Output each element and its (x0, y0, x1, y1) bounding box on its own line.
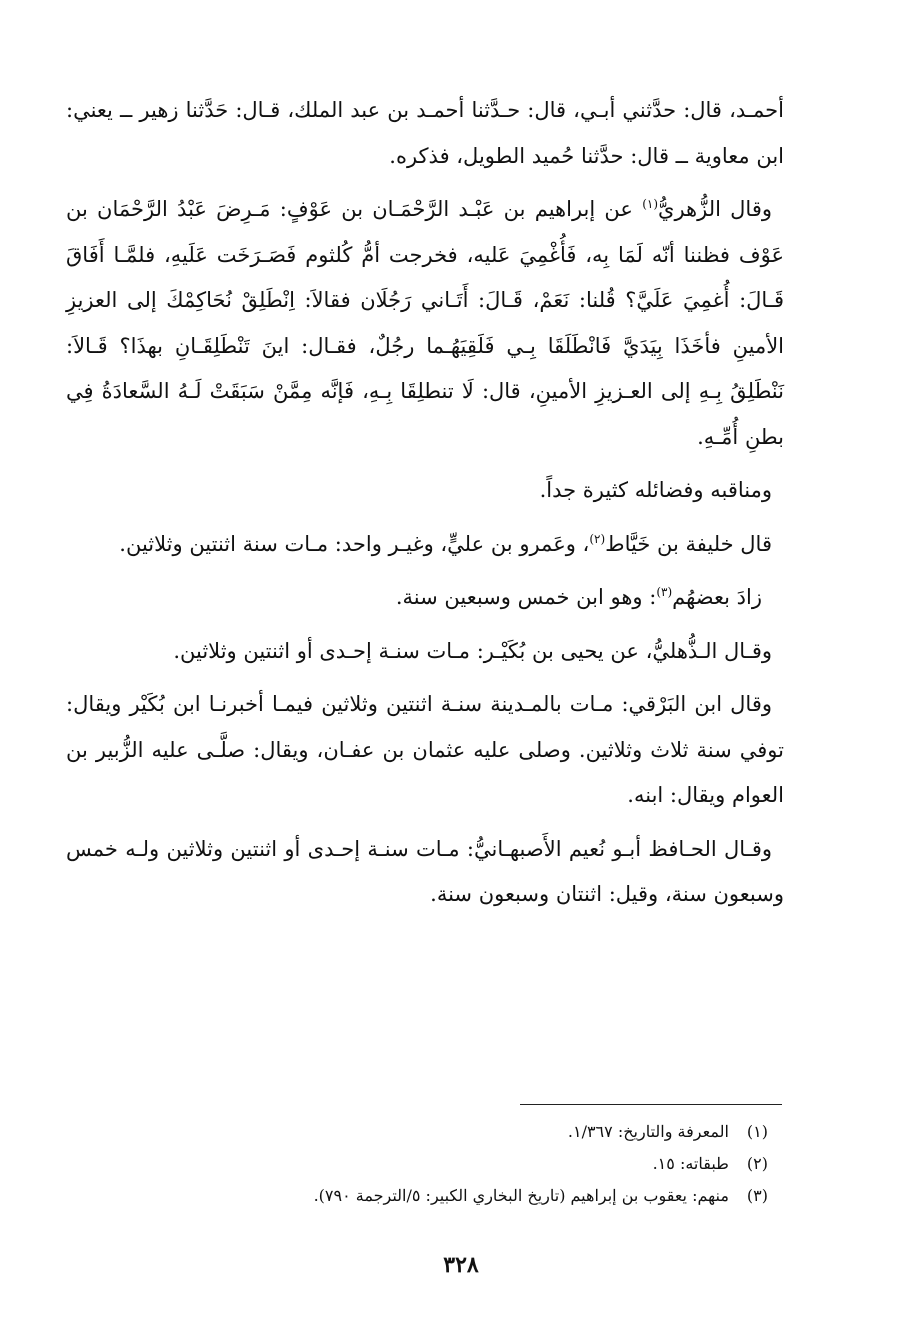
footnote-number: (١) (746, 1122, 768, 1141)
paragraph-abu-nuaym (66, 827, 784, 918)
paragraph-text: وقال ابن البَرْقي: مـات بالمـدينة سنـة اثنتين وثلاثين فيمـا أخبرنـا ابن بُكَيْر ويقال: توفي سنة ثلاث وثلاثين. وصلى عليه عثمان بن عفـان، ويقال: صلَّـى عليه الزُّبير بن العوام ويقال: ابنه. (66, 692, 784, 807)
paragraph-text: : وهو ابن خمس وسبعين سنة. (395, 585, 657, 609)
paragraph-text: ومناقبه وفضائله كثيرة جداً. (539, 478, 772, 502)
paragraph-text: وقال الزُّهريُّ (658, 197, 772, 221)
paragraph-barqi (66, 682, 784, 819)
paragraph-text: وقـال الحـافظ أبـو نُعيم الأَصبهـانيُّ: مـات سنـة إحـدى أو اثنتين وثلاثين ولـه خمس وسبعون سنة، وقيل: اثنتان وسبعون سنة. (66, 836, 784, 906)
paragraph-text: ، وعَمرو بن عليٍّ، وغيـر واحد: مـات سنة اثنتين وثلاثين. (119, 531, 590, 556)
footnote-text: منهم: يعقوب بن إبراهيم (تاريخ البخاري الكبير: ٥/الترجمة ٧٩٠). (313, 1186, 729, 1205)
paragraph-isnad (66, 88, 784, 179)
paragraph-text: قال خليفة بن خَيَّاط (605, 531, 772, 556)
paragraph-text: أحمـد، قال: حدَّثني أبـي، قال: حـدَّثنا أحمـد بن عبد الملك، قـال: حَدَّثنا زهير ــ يعني: ابن معاوية ــ قال: حدَّثنا حُميد الطويل، فذكره. (66, 98, 784, 168)
footnote-number: (٣) (746, 1186, 768, 1205)
footnote-text: المعرفة والتاريخ: ١/٣٦٧. (567, 1122, 729, 1141)
footnote-marker-2: (٢) (589, 531, 606, 546)
page-number: ٣٢٨ (443, 1252, 479, 1278)
main-text (66, 88, 784, 926)
footnote-marker-3: (٣) (656, 585, 673, 599)
paragraph-text: وقـال الـذُّهليُّ، عن يحيى بن بُكَيْـر: مـات سنـة إحـدى أو اثنتين وثلاثين. (173, 638, 772, 663)
footnotes (120, 1116, 768, 1212)
footnote-number: (٢) (746, 1154, 768, 1173)
paragraph-dhuhli (66, 629, 784, 675)
footnote-text: طبقاته: ١٥. (652, 1154, 729, 1173)
footnote-2 (120, 1148, 768, 1180)
paragraph-text: عن إبراهيم بن عَبْـد الرَّحْمَـان بن عَوْفٍ: مَـرِضَ عَبْدُ الرَّحْمَان بن عَوْف فظننا أنّه لَمَا بِه، فَأُغْمِيَ عَليه، فخرجت أمُّ كُلثوم فَصَـرَخَت عَلَيهِ، فلمَّـا أَفَاقَ قَـالَ: أُغمِيَ عَلَيَّ؟ قُلنا: نَعَمْ، قَـالَ: أَتَـاني رَجُلَان فقالاَ: اِنْطَلِقْ نُحَاكِمْكَ إلى العزيزِ الأمينِ فأخَذَا بِيَدَيَّ فَانْطَلَقَا بِـي فَلَقِيَهُـما رجُلٌ، فقـال: اينَ تَنْطَلِقَـانِ بهذَا؟ قَـالاَ: نَنْطَلِقُ بِـهِ إلى العـزيزِ الأمينِ، قال: لَا تنطلِقَا بِـهِ، فَإنَّه مِمَّنْ سَبَقَتْ لَـهُ السَّعادَةُ فِي بطنِ أُمِّـهِ. (66, 197, 785, 449)
paragraph-zuhri (66, 187, 784, 460)
paragraph-text: زادَ بعضهُم (672, 585, 762, 609)
footnote-3 (120, 1180, 768, 1212)
paragraph-some-added (66, 575, 784, 621)
footnote-1 (120, 1116, 768, 1148)
footnote-separator (520, 1104, 782, 1105)
paragraph-virtues (66, 468, 784, 514)
footnote-marker-1: (١) (642, 197, 659, 211)
paragraph-khalifa (66, 522, 784, 568)
